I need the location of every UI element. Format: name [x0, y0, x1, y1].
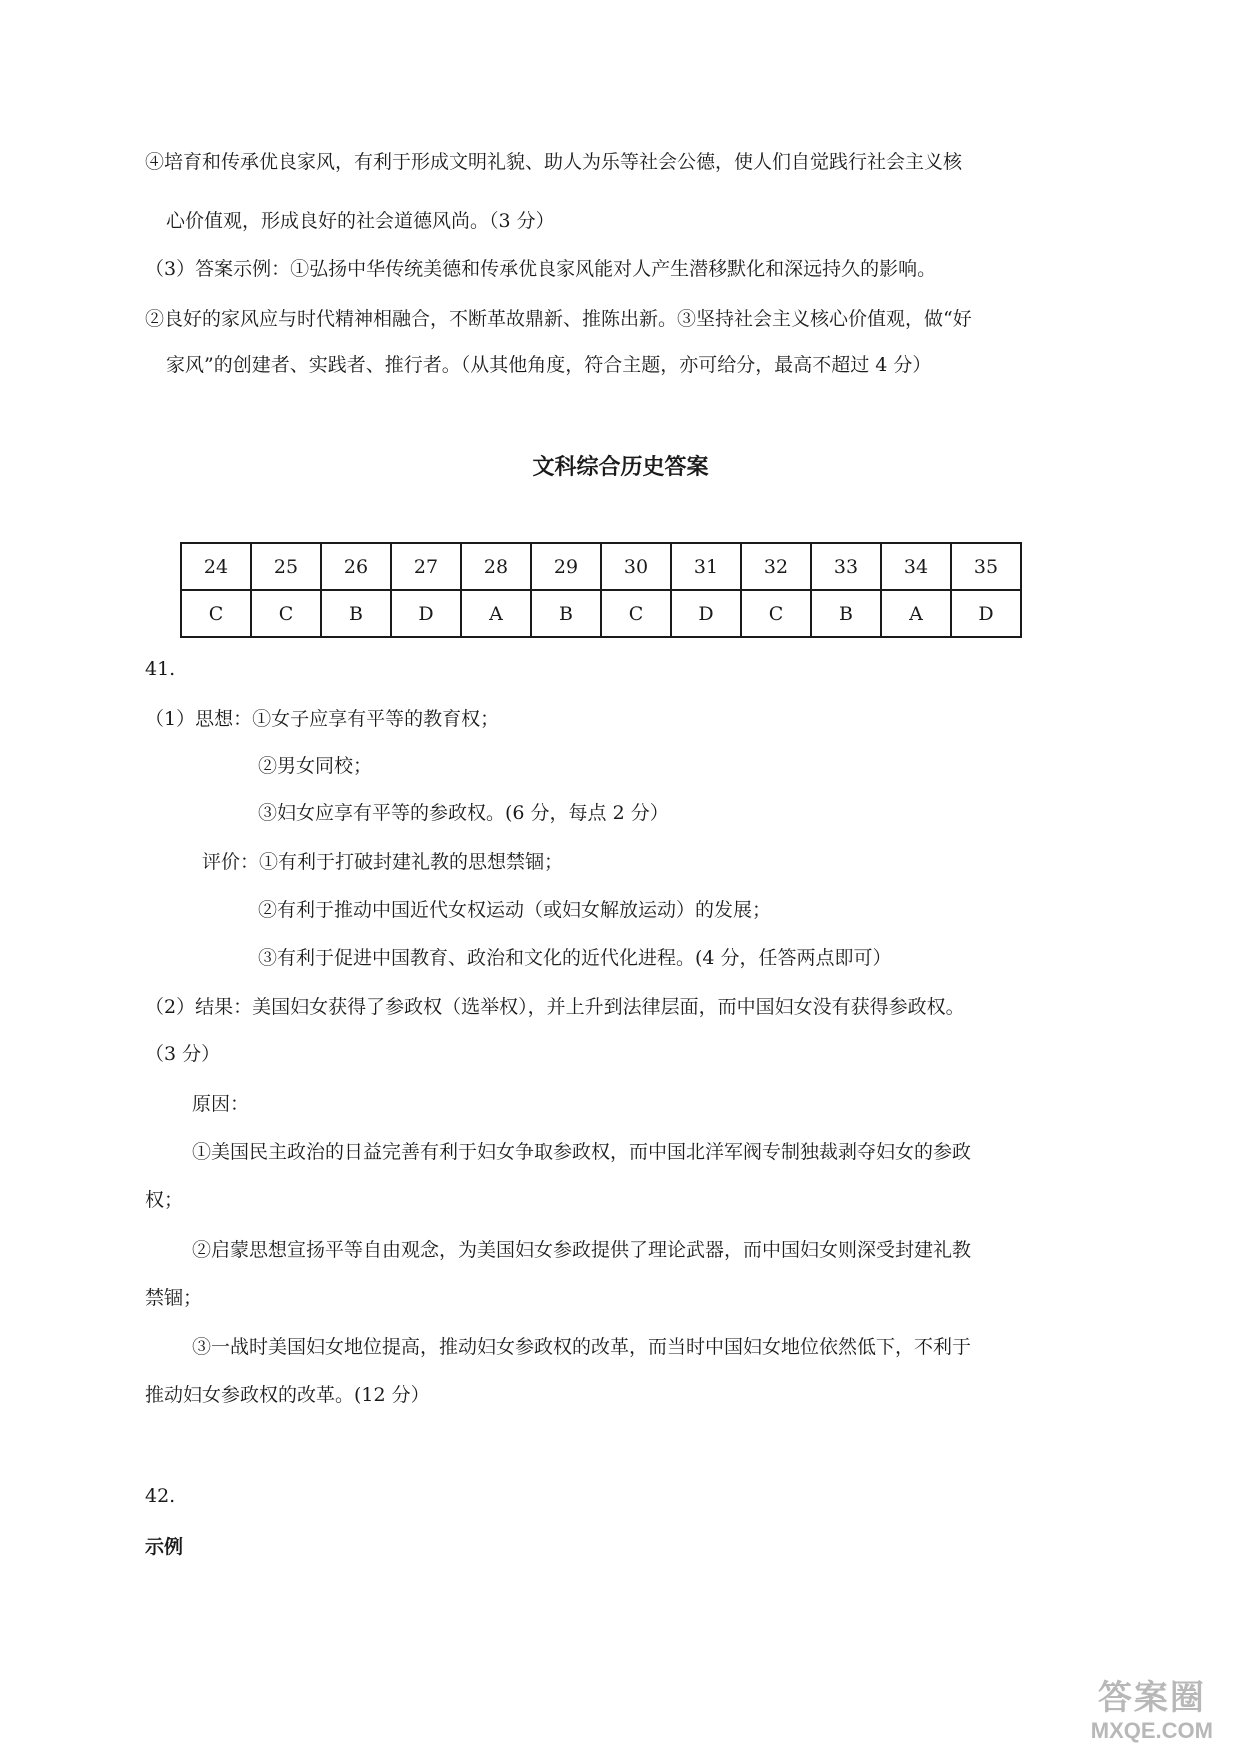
- politics-q3-line3: 家风”的创建者、实践者、推行者。（从其他角度，符合主题，亦可给分，最高不超过 4 分）: [166, 354, 932, 376]
- politics-q3-line2: ②良好的家风应与时代精神相融合，不断革故鼎新、推陈出新。③坚持社会主义核心价值观，做“好: [145, 308, 972, 330]
- question-41-number: 41.: [145, 658, 176, 680]
- answer-letter: D: [951, 590, 1021, 637]
- q41-thought-1: （1）思想：①女子应享有平等的教育权；: [145, 708, 500, 730]
- q41-reason-label: 原因：: [192, 1093, 250, 1115]
- watermark-url: MXQE.COM: [1090, 1718, 1213, 1743]
- politics-point-4-line1: ④培育和传承优良家风，有利于形成文明礼貌、助人为乐等社会公德，使人们自觉践行社会主义核: [145, 151, 963, 173]
- q41-result-1: （2）结果：美国妇女获得了参政权（选举权），并上升到法律层面，而中国妇女没有获得参政权。: [145, 996, 965, 1018]
- q41-eval-1: 评价：①有利于打破封建礼教的思想禁锢；: [202, 851, 564, 873]
- question-number: 28: [461, 543, 531, 590]
- q41-reason-3b: 推动妇女参政权的改革。(12 分）: [145, 1384, 430, 1406]
- question-number: 24: [181, 543, 251, 590]
- question-number: 33: [811, 543, 881, 590]
- answer-letter: D: [391, 590, 461, 637]
- q41-result-2: （3 分）: [145, 1043, 221, 1065]
- politics-q3-line1: （3）答案示例：①弘扬中华传统美德和传承优良家风能对人产生潜移默化和深远持久的影响。: [145, 258, 937, 280]
- answer-table-answer-row: [181, 590, 1021, 637]
- answer-letter: B: [811, 590, 881, 637]
- question-number: 35: [951, 543, 1021, 590]
- answer-letter: C: [741, 590, 811, 637]
- question-number: 29: [531, 543, 601, 590]
- q41-eval-3: ③有利于促进中国教育、政治和文化的近代化进程。(4 分，任答两点即可）: [258, 947, 892, 969]
- answer-letter: B: [321, 590, 391, 637]
- question-42-number: 42.: [145, 1485, 176, 1507]
- answer-table: [180, 542, 1022, 638]
- q41-thought-3: ③妇女应享有平等的参政权。(6 分，每点 2 分）: [258, 802, 669, 824]
- q41-reason-2b: 禁锢；: [145, 1287, 203, 1309]
- answer-letter: A: [461, 590, 531, 637]
- answer-letter: B: [531, 590, 601, 637]
- q41-reason-3a: ③一战时美国妇女地位提高，推动妇女参政权的改革，而当时中国妇女地位依然低下，不利于: [192, 1336, 972, 1358]
- answer-letter: D: [671, 590, 741, 637]
- question-number: 34: [881, 543, 951, 590]
- q41-reason-2a: ②启蒙思想宣扬平等自由观念，为美国妇女参政提供了理论武器，而中国妇女则深受封建礼教: [192, 1239, 972, 1261]
- answer-letter: C: [251, 590, 321, 637]
- q42-example-label: 示例: [145, 1536, 184, 1558]
- q41-eval-2: ②有利于推动中国近代女权运动（或妇女解放运动）的发展；: [258, 899, 772, 921]
- answer-letter: A: [881, 590, 951, 637]
- answer-table-number-row: [181, 543, 1021, 590]
- politics-point-4-line2: 心价值观，形成良好的社会道德风尚。（3 分）: [166, 210, 555, 232]
- answer-letter: C: [181, 590, 251, 637]
- question-number: 31: [671, 543, 741, 590]
- question-number: 26: [321, 543, 391, 590]
- watermark: [1091, 1678, 1213, 1744]
- question-number: 32: [741, 543, 811, 590]
- question-number: 30: [601, 543, 671, 590]
- section-title: 文科综合历史答案: [532, 455, 709, 480]
- q41-reason-1a: ①美国民主政治的日益完善有利于妇女争取参政权，而中国北洋军阀专制独裁剥夺妇女的参政: [192, 1141, 972, 1163]
- q41-thought-2: ②男女同校；: [258, 755, 373, 777]
- watermark-brand: 答案圈: [1097, 1679, 1206, 1717]
- question-number: 27: [391, 543, 461, 590]
- answer-letter: C: [601, 590, 671, 637]
- question-number: 25: [251, 543, 321, 590]
- q41-reason-1b: 权；: [145, 1189, 184, 1211]
